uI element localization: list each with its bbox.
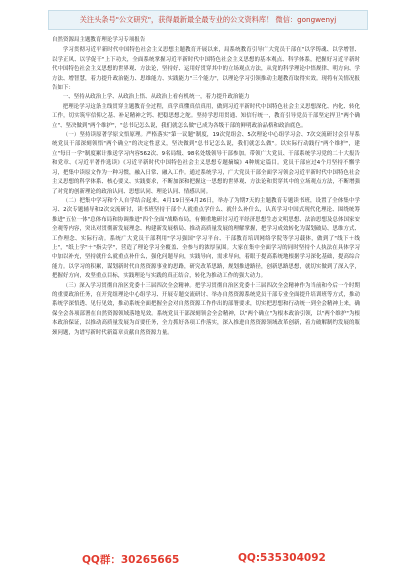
paragraph-subsection-2: （二）把集中学习和个人自学结合起来。4月19日至4月26日，举办了为期7天的主题教育专题读书班，设置了全体集中学习、2次专题辅导和2次交流研讨，读书班坚持干部个人就重点学什么、就什么补什么，认真学习中国式现代化理论、围绕统筹推进"五位一体"总体布局和协调推进"四个全面"战略布局，有侧重地研讨习近平经济思想生态文明思想、法治思想及总体国家安全观等内容，突出对贯彻新发展理念、构建新发展格局、推动高质量发展的理解掌握，把学习成效转化为谋划破局、思维方式、工作理念、实际行动。系统广大党员干部利用"学习强国"学习平台、干部教育培训网络学院等学习载体，做到了"线下＋线上"，"纸上学"＋"指尖学"，营造了理论学习全覆盖、全参与的浓厚氛围。大家在集中全面学习的同时坚持个人执法在具体学习中加以补充，坚持就什么就重点补什么，强化问题导向，实践导向，需求导向，着眼于提高系统地根据学习深化基础，提高综合能力。以学习的积累，谋划新时代自然资源事业的思路，研究改革思路，规划推进路径，创新思路思想，就切实做到了深入学，把握好方向，攻坚重点目标，实践理论与实践的真正结合，转化为推动工作的强大动力。 — [52, 197, 360, 280]
section-heading-1: 一、坚持从政治上学、从政治上悟、从政治上看有机统一，着力提升政治能力 — [62, 94, 250, 101]
qq-contact-label: QQ:535304092 — [238, 552, 326, 564]
paragraph-intro: 学习贯彻习近平新时代中国特色社会主义思想主题教育开展以来，局系统教育引导广大党员干部在"以学铸魂、以学增智、以学正风、以学促干"上下功夫，全面系统掌握习近平新时代中国特色社会主义思想的基本观点、科学体系，把握好习近平新时代中国特色社会主义思想的世界观、方法论，坚持好、运用好贯穿其中的立场观点方法，从党的科学理论中悟规律、明方向、学方法、增智慧，着力提升政治能力、思维能力、实践能力"三个能力"，以理论学习引领推动主题教育取得实效。现将有关情况报告如下： — [52, 47, 360, 92]
promo-banner[interactable]: 关注头条号"公文研究"，获得最新最全最专业的公文资料库！ 微信：gongwenyj — [48, 10, 368, 30]
paragraph-subsection-3: （三）深入学习贯彻自治区党委十三届四次全会精神。把学习贯彻自治区党委十三届四次全会精神作为当前和今后一个时期的重要政治任务，在开党组理论中心组学习、开展专题交流研讨、举办自然资源系统党员干部专业全面提升培训班等方式，推动系统学深悟透、见行见效，推动系统全面把握全会对自然资源工作作出的部署要求，切实把思想和行动统一到全会精神上来，确保全会各项部署在自然资源领域落地见效。系统党员干部深刻领会全会精神，以"两个确立"为根本政治引领，以"两个维护"为根本政治保证，以推动高质量发展为首要任务，全力抓好各项工作落实，深入推进自然资源领域改革创新，着力破解制约发展的瓶颈问题，为谱写新时代新篇章贡献自然资源力量。 — [52, 282, 360, 336]
paragraph-section-1: 把理论学习这条主线贯穿主题教育全过程，真学真懂真信真用，做到习近平新时代中国特色社会主义思想深化、内化、转化工作，切实筑牢信仰之基、补足精神之钙、把稳思想之舵。坚持学思用贯通、知信行统一，教育引导党员干部坚定捍卫"两个确立"、坚决做到"两个维护"，"总书记怎么说，我们就怎么做"已成为各级干部的鲜明政治品格和政治底色。 — [52, 103, 360, 129]
qq-group-label: QQ群：30265665 — [82, 554, 180, 566]
document-body — [52, 36, 360, 536]
document-title: 自然资源局主题教育理论学习专项报告 — [52, 37, 146, 43]
paragraph-subsection-1: （一）坚持读原著学原文悟原理。严格落实"第一议题"制度，19次党组会、5次理论中心组学习会、7次交流研讨会引导系统党员干部深刻领悟"两个确立"的决定性意义，坚决做到"总书记怎么说，我们就怎么做"。以实际行动践行"两个维护"，建立"每日一学"制度累计推送学习内容562次、9名局级、98名处级领导干部参加。带领广大党员、干部系统学习党的二十大报告和党章、《习近平著作选读》《习近平新时代中国特色社会主义思想专题摘编》4种规定篇目。党员干部应过4个月坚持不懈学习，把集中读原文作为一种习惯，融入日常、融入工作。通过系统学习，广大党员干部全面学习领会习近平新时代中国特色社会主义思想的科学体系、核心要义、实践要求，不断加深和把握这一思想的世界观、方法论和贯穿其中的立场观点方法，不断增强了对党的创新理论的政治认同、思想认同、理论认同、情感认同。 — [52, 132, 360, 195]
footer-contacts — [0, 548, 408, 570]
